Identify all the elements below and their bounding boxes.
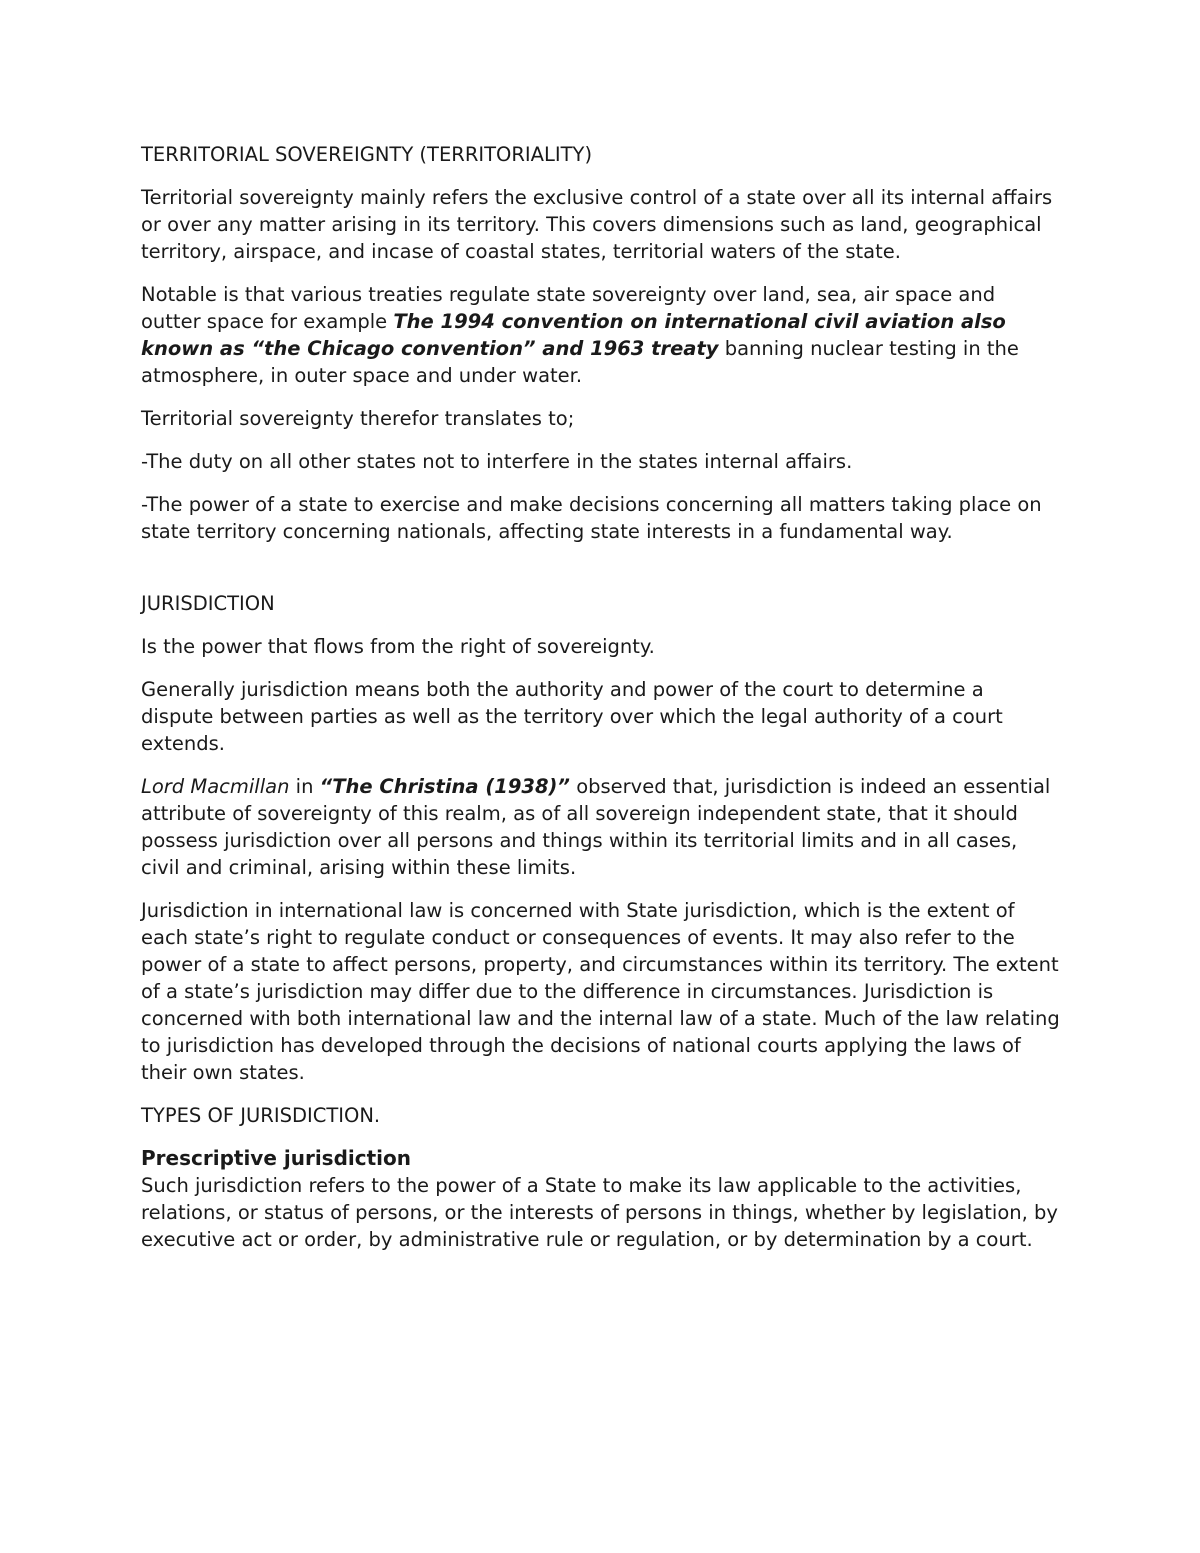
- paragraph-territorial-definition: Territorial sovereignty mainly refers the exclusive control of a state over all its internal affairs or over any matter arising in its territory. This covers dimensions such as land, geographical territory, airspace, and incase of coastal states, territorial waters of the state.: [141, 186, 1053, 263]
- section-heading-jurisdiction: JURISDICTION: [141, 592, 275, 615]
- paragraph-christina-case: [141, 773, 1060, 881]
- paragraph-treaties: [141, 281, 1060, 389]
- treaties-text-end: banning nuclear testing in the atmosphere, in outer space and under water.: [141, 337, 1019, 387]
- treaties-emphasis: The 1994 convention on international civil aviation also known as “the Chicago convention” and 1963 treaty: [141, 310, 1006, 360]
- section-spacer: [141, 561, 1060, 590]
- paragraph-prescriptive: Such jurisdiction refers to the power of a State to make its law applicable to the activities, relations, or status of persons, or the interests of persons in things, whether by legislation, by executive act or order, by administrative rule or regulation, or by determination by a court.: [141, 1174, 1058, 1251]
- paragraph-jurisdiction-generally: Generally jurisdiction means both the authority and power of the court to determine a dispute between parties as well as the territory over which the legal authority of a court extends.: [141, 678, 1003, 755]
- paragraph-translates-to: Territorial sovereignty therefor translates to;: [141, 407, 575, 430]
- section-heading-types: TYPES OF JURISDICTION.: [141, 1104, 381, 1127]
- paragraph-international-law: Jurisdiction in international law is concerned with State jurisdiction, which is the extent of each state’s right to regulate conduct or consequences of events. It may also refer to the power of a state to affect persons, property, and circumstances within its territory. The extent of a state’s jurisdiction may differ due to the difference in circumstances. Jurisdiction is concerned with both international law and the internal law of a state. Much of the law relating to jurisdiction has developed through the decisions of national courts applying the laws of their own states.: [141, 899, 1060, 1084]
- case-title: “The Christina (1938)”: [319, 775, 570, 798]
- treaties-text: Notable is that various treaties regulate state sovereignty over land, sea, air space and outter space for example: [141, 283, 996, 333]
- paragraph-power-flows: Is the power that flows from the right of sovereignty.: [141, 635, 655, 658]
- case-connector: in: [289, 775, 320, 798]
- case-judge-name: Lord Macmillan: [141, 775, 290, 798]
- paragraph-power: -The power of a state to exercise and make decisions concerning all matters taking place on state territory concerning nationals, affecting state interests in a fundamental way.: [141, 493, 1042, 543]
- paragraph-duty: -The duty on all other states not to interfere in the states internal affairs.: [141, 450, 853, 473]
- case-observation: observed that, jurisdiction is indeed an essential attribute of sovereignty of this realm, as of all sovereign independent state, that it should possess jurisdiction over all persons and things within its territorial limits and in all cases, civil and criminal, arising within these limits.: [141, 775, 1051, 879]
- subheading-prescriptive: Prescriptive jurisdiction: [141, 1146, 411, 1170]
- section-heading-territorial-sovereignty: TERRITORIAL SOVEREIGNTY (TERRITORIALITY): [141, 143, 593, 166]
